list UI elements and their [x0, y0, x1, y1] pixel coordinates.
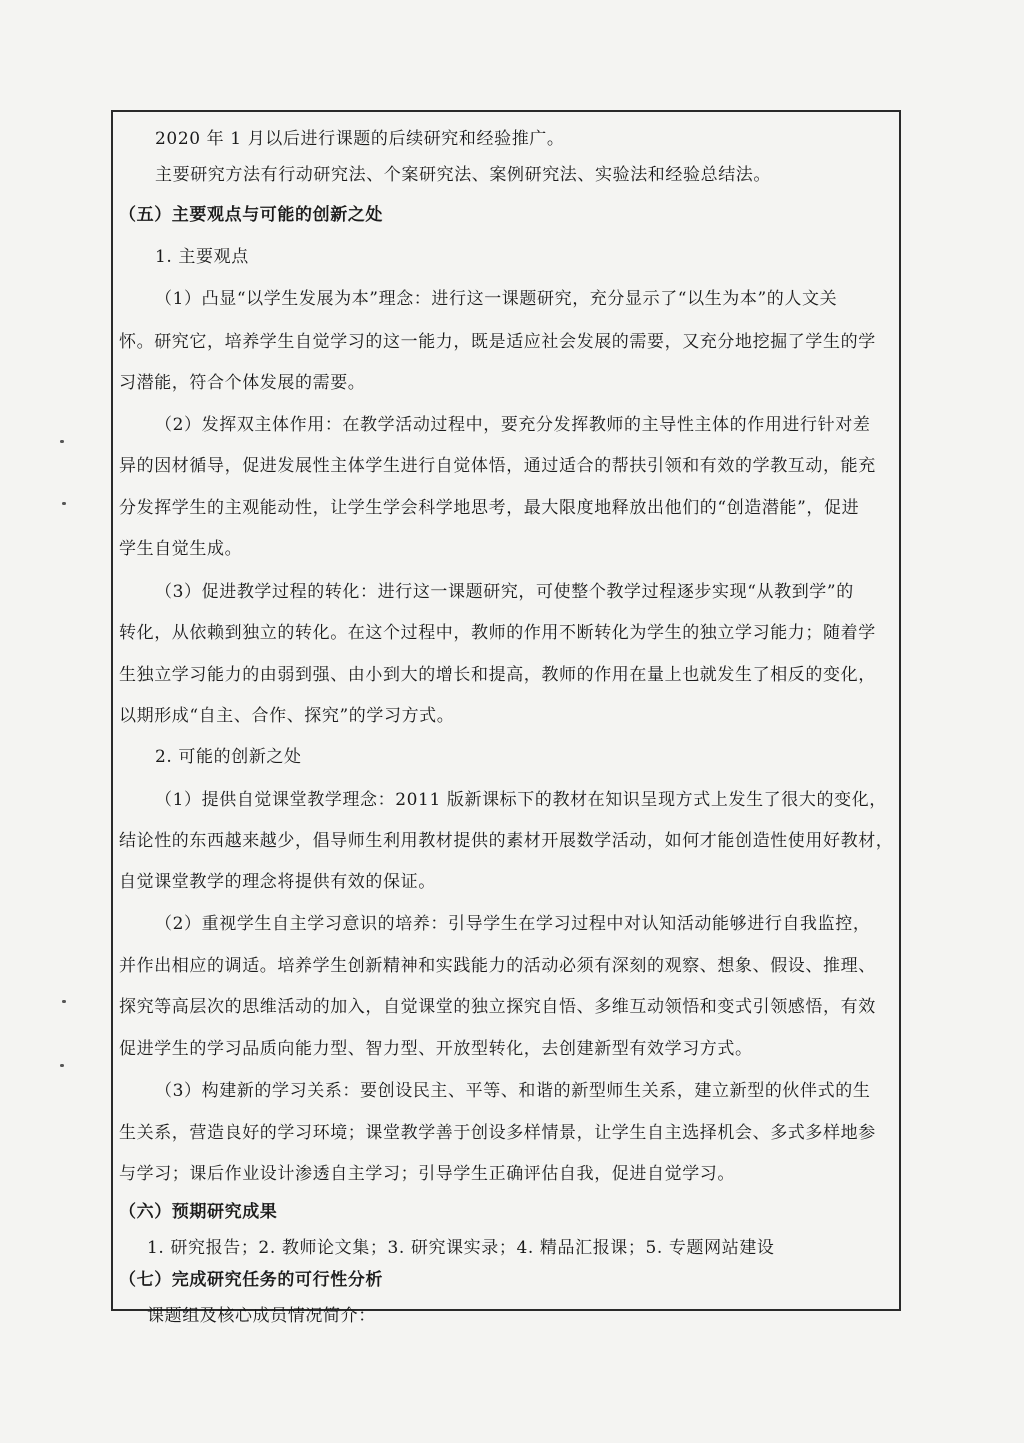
text-line: （2）重视学生自主学习意识的培养：引导学生在学习过程中对认知活动能够进行自我监控，: [155, 914, 871, 934]
scan-speck: [60, 1064, 64, 1067]
text-line: 2020 年 1 月以后进行课题的后续研究和经验推广。: [155, 129, 565, 149]
text-line: （3）构建新的学习关系：要创设民主、平等、和谐的新型师生关系，建立新型的伙伴式的生: [155, 1081, 871, 1101]
text-line: 与学习；课后作业设计渗透自主学习；引导学生正确评估自我，促进自觉学习。: [119, 1164, 735, 1184]
scan-speck: [62, 1000, 66, 1003]
text-line: 探究等高层次的思维活动的加入，自觉课堂的独立探究自悟、多维互动领悟和变式引领感悟，有效: [119, 997, 876, 1017]
text-line: 转化，从依赖到独立的转化。在这个过程中，教师的作用不断转化为学生的独立学习能力；随着学: [119, 623, 876, 643]
text-line: （1）凸显“以学生发展为本”理念：进行这一课题研究，充分显示了“以生为本”的人文关: [155, 289, 838, 309]
text-line: 课题组及核心成员情况简介：: [147, 1306, 376, 1326]
subsection-heading: 2. 可能的创新之处: [155, 747, 302, 767]
text-line: 自觉课堂教学的理念将提供有效的保证。: [119, 872, 436, 892]
text-line: 怀。研究它，培养学生自觉学习的这一能力，既是适应社会发展的需要，又充分地挖掘了学生的学: [119, 332, 876, 352]
scan-speck: [62, 502, 66, 505]
text-line: 生独立学习能力的由弱到强、由小到大的增长和提高，教师的作用在量上也就发生了相反的变化，: [119, 665, 876, 685]
section-heading: （五）主要观点与可能的创新之处: [119, 205, 383, 225]
text-line: 以期形成“自主、合作、探究”的学习方式。: [119, 706, 455, 726]
text-line: 并作出相应的调适。培养学生创新精神和实践能力的活动必须有深刻的观察、想象、假设、推理、: [119, 956, 876, 976]
text-line: 学生自觉生成。: [119, 539, 243, 559]
subsection-heading: 1. 主要观点: [155, 247, 249, 267]
text-line: （1）提供自觉课堂教学理念：2011 版新课标下的教材在知识呈现方式上发生了很大的变化，: [155, 790, 887, 810]
scan-speck: [60, 440, 64, 443]
text-line: 分发挥学生的主观能动性，让学生学会科学地思考，最大限度地释放出他们的“创造潜能”，促进: [119, 498, 860, 518]
text-line: 促进学生的学习品质向能力型、智力型、开放型转化，去创建新型有效学习方式。: [119, 1039, 753, 1059]
text-line: （3）促进教学过程的转化：进行这一课题研究，可使整个教学过程逐步实现“从教到学”的: [155, 582, 854, 602]
text-line: 1. 研究报告；2. 教师论文集；3. 研究课实录；4. 精品汇报课；5. 专题网站建设: [147, 1238, 775, 1258]
text-line: 主要研究方法有行动研究法、个案研究法、案例研究法、实验法和经验总结法。: [155, 165, 771, 185]
section-heading: （六）预期研究成果: [119, 1202, 278, 1222]
section-heading: （七）完成研究任务的可行性分析: [119, 1270, 383, 1290]
text-line: 结论性的东西越来越少，倡导师生利用教材提供的素材开展数学活动，如何才能创造性使用好教材，: [119, 831, 894, 851]
text-line: （2）发挥双主体作用：在教学活动过程中，要充分发挥教师的主导性主体的作用进行针对差: [155, 415, 871, 435]
text-line: 异的因材循导，促进发展性主体学生进行自觉体悟，通过适合的帮扶引领和有效的学教互动，能充: [119, 456, 876, 476]
text-line: 习潜能，符合个体发展的需要。: [119, 373, 366, 393]
text-line: 生关系，营造良好的学习环境；课堂教学善于创设多样情景，让学生自主选择机会、多式多样地参: [119, 1123, 876, 1143]
